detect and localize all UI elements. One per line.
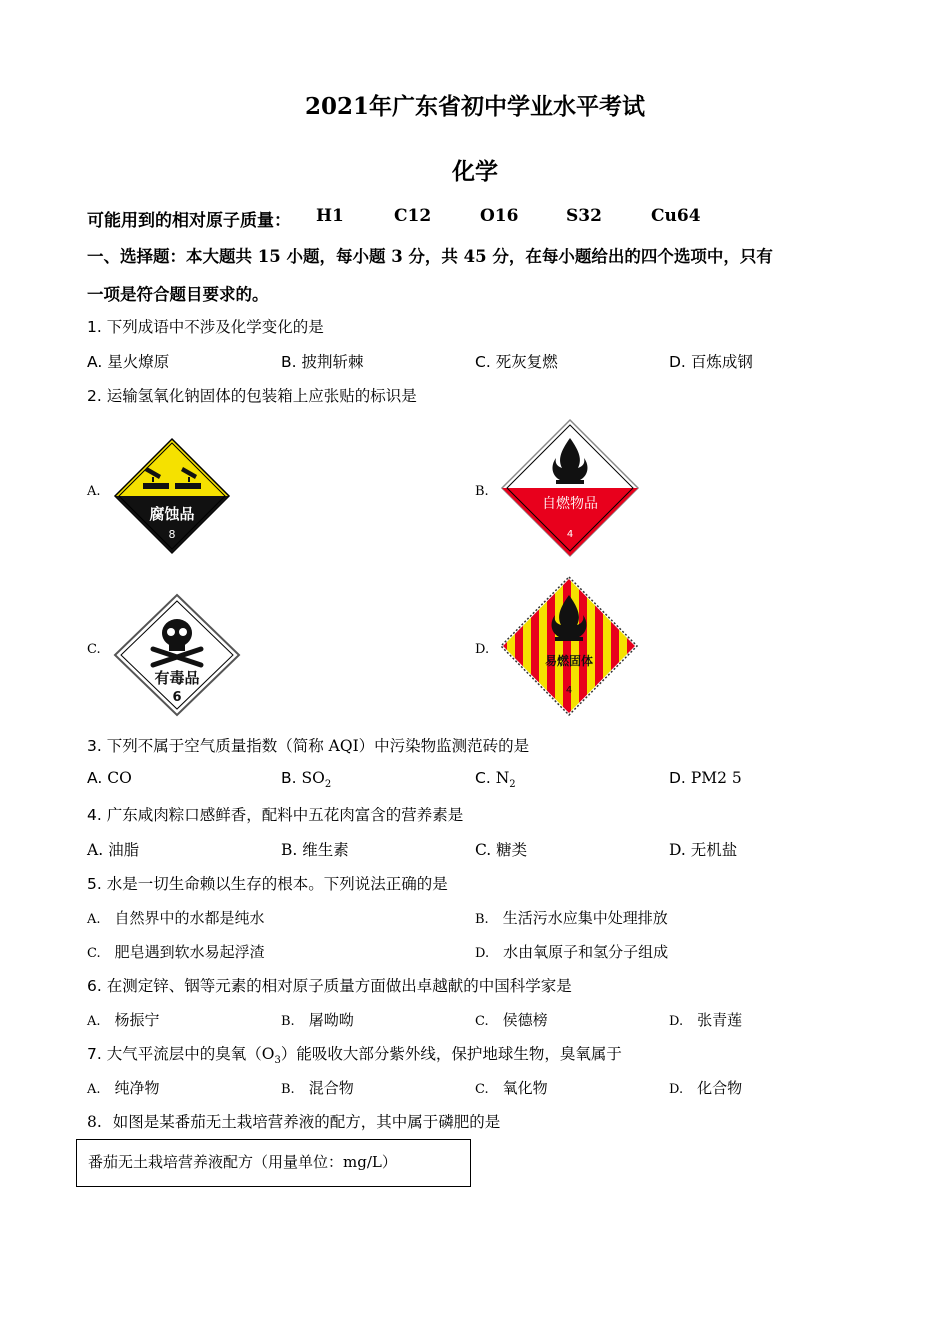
option-letter: A. — [87, 1082, 101, 1097]
q4-option-a[interactable] — [87, 838, 139, 860]
option-text: 糖类 — [496, 841, 528, 859]
option-text: 维生素 — [302, 841, 349, 859]
atomic-mass-cu: Cu64 — [651, 206, 701, 226]
option-letter: A. — [87, 353, 103, 371]
option-letter: D. — [669, 353, 686, 371]
sign-label: 易燃固体 — [544, 654, 594, 668]
question-number: 4. — [87, 806, 102, 824]
question-2 — [87, 384, 417, 406]
question-number: 7. — [87, 1045, 102, 1063]
question-5 — [87, 872, 448, 894]
section-heading-line2: 一项是符合题目要求的。 — [87, 285, 269, 304]
question-4 — [87, 803, 463, 825]
option-letter: D. — [669, 841, 686, 859]
sign-label: 有毒品 — [154, 669, 200, 687]
q3-option-a[interactable] — [87, 769, 132, 787]
option-letter: C. — [475, 1014, 489, 1029]
option-text: 生活污水应集中处理排放 — [502, 909, 668, 927]
option-text: 氧化物 — [502, 1079, 548, 1097]
toxic-skull-sign-icon[interactable] — [113, 593, 241, 717]
q1-option-d[interactable] — [669, 350, 753, 372]
option-letter: B. — [475, 912, 489, 927]
option-letter: C. — [475, 353, 491, 371]
q7-option-d[interactable] — [669, 1077, 742, 1098]
option-letter: C. — [475, 1082, 489, 1097]
q2-option-c-letter[interactable]: C. — [87, 642, 101, 657]
atomic-mass-label: 可能用到的相对原子质量： — [87, 211, 291, 231]
q3-option-d[interactable] — [669, 769, 742, 787]
q6-option-c[interactable] — [475, 1009, 548, 1030]
option-text: N — [495, 769, 510, 787]
option-letter: C. — [475, 769, 491, 787]
option-text: 纯净物 — [114, 1079, 160, 1097]
corrosive-sign-icon[interactable] — [113, 437, 231, 555]
subscript: 2 — [509, 779, 516, 791]
option-text: 披荆斩棘 — [301, 353, 364, 371]
exam-title: 2021年广东省初中学业水平考试 — [304, 93, 645, 120]
nutrient-table — [76, 1139, 471, 1187]
option-text: 自然界中的水都是纯水 — [114, 909, 265, 927]
q1-option-c[interactable] — [475, 350, 558, 372]
question-number: 1. — [87, 318, 102, 336]
question-7 — [87, 1042, 622, 1066]
question-text: 在测定锌、铟等元素的相对原子质量方面做出卓越献的中国科学家是 — [106, 977, 572, 995]
q7-option-c[interactable] — [475, 1077, 548, 1098]
option-letter: B. — [281, 841, 298, 859]
nutrient-table-header: 番茄无土栽培营养液配方（用量单位：mg/L） — [88, 1153, 397, 1171]
sign-class: 8 — [168, 528, 176, 541]
sign-class: 4 — [565, 685, 573, 696]
option-letter: D. — [669, 1082, 684, 1097]
option-letter: A. — [87, 912, 101, 927]
q6-option-b[interactable] — [281, 1009, 354, 1030]
subject-title: 化学 — [452, 158, 498, 185]
q1-option-b[interactable] — [281, 350, 364, 372]
option-text: 屠呦呦 — [308, 1011, 354, 1029]
subscript: 2 — [324, 779, 332, 791]
option-text: 侯德榜 — [502, 1011, 548, 1029]
option-text: 张青莲 — [697, 1011, 743, 1029]
q5-option-b[interactable] — [475, 907, 668, 928]
option-text: 肥皂遇到软水易起浮渣 — [114, 943, 265, 961]
option-text: 混合物 — [308, 1079, 354, 1097]
option-text: SO — [301, 769, 325, 787]
option-letter: D. — [475, 946, 490, 961]
question-number: 8. — [87, 1113, 102, 1131]
q7-option-b[interactable] — [281, 1077, 354, 1098]
question-text: 大气平流层中的臭氧（O — [106, 1045, 275, 1063]
q6-option-d[interactable] — [669, 1009, 742, 1030]
atomic-mass-o: O16 — [480, 206, 519, 226]
option-letter: A. — [87, 841, 104, 859]
sign-class: 4 — [566, 529, 574, 540]
atomic-mass-h: H1 — [316, 206, 344, 226]
option-letter: A. — [87, 769, 103, 787]
q4-option-d[interactable] — [669, 838, 737, 860]
section-heading-line1: 一、选择题：本大题共 15 小题，每小题 3 分，共 45 分，在每小题给出的四个选项中，只有 — [87, 247, 773, 266]
option-letter: C. — [475, 841, 492, 859]
option-text: 百炼成钢 — [690, 353, 753, 371]
spontaneous-combustion-sign-icon[interactable] — [500, 418, 640, 558]
option-letter: C. — [87, 946, 101, 961]
option-text: 星火燎原 — [107, 353, 170, 371]
q5-option-a[interactable] — [87, 907, 265, 928]
q4-option-c[interactable] — [475, 838, 527, 860]
q2-option-d-letter[interactable]: D. — [475, 642, 490, 657]
q3-option-b[interactable] — [281, 769, 331, 790]
option-letter: B. — [281, 1082, 295, 1097]
question-text: 广东咸肉粽口感鲜香，配料中五花肉富含的营养素是 — [106, 806, 464, 824]
q5-option-c[interactable] — [87, 941, 265, 962]
atomic-mass-s: S32 — [566, 206, 602, 226]
question-text: 下列成语中不涉及化学变化的是 — [106, 318, 324, 336]
question-number: 5. — [87, 875, 102, 893]
question-6 — [87, 974, 572, 996]
q2-option-b-letter[interactable]: B. — [475, 484, 489, 499]
sign-class: 6 — [172, 690, 182, 705]
option-letter: A. — [87, 1014, 101, 1029]
q5-option-d[interactable] — [475, 941, 668, 962]
option-letter: B. — [281, 1014, 295, 1029]
sign-label: 自燃物品 — [542, 496, 598, 512]
option-letter: D. — [669, 1014, 684, 1029]
option-text: 水由氧原子和氢分子组成 — [503, 943, 669, 961]
question-number: 3. — [87, 737, 102, 755]
option-text: CO — [107, 769, 132, 787]
option-text: PM2 5 — [690, 769, 742, 787]
question-text: 如图是某番茄无土栽培营养液的配方，其中属于磷肥的是 — [112, 1113, 501, 1131]
q6-option-a[interactable] — [87, 1009, 160, 1030]
option-letter: B. — [281, 769, 297, 787]
question-number: 2. — [87, 387, 102, 405]
q2-option-a-letter[interactable]: A. — [87, 484, 101, 499]
option-text: 杨振宁 — [114, 1011, 160, 1029]
option-text: 油脂 — [108, 841, 140, 859]
option-text: 死灰复燃 — [495, 353, 558, 371]
q4-option-b[interactable] — [281, 838, 349, 860]
subscript: 3 — [274, 1055, 281, 1067]
question-text: 水是一切生命赖以生存的根本。下列说法正确的是 — [106, 875, 448, 893]
question-text: 下列不属于空气质量指数（简称 AQI）中污染物监测范砖的是 — [106, 737, 530, 755]
question-8 — [87, 1110, 500, 1132]
question-1 — [87, 315, 324, 337]
flammable-solid-sign-icon[interactable] — [499, 575, 639, 717]
q3-option-c[interactable] — [475, 769, 516, 790]
option-letter: B. — [281, 353, 297, 371]
q1-option-a[interactable] — [87, 350, 169, 372]
question-3 — [87, 734, 529, 756]
q7-option-a[interactable] — [87, 1077, 160, 1098]
question-text-cont: ）能吸收大部分紫外线，保护地球生物，臭氧属于 — [280, 1045, 622, 1063]
option-text: 化合物 — [697, 1079, 743, 1097]
option-letter: D. — [669, 769, 686, 787]
question-text: 运输氢氧化钠固体的包装箱上应张贴的标识是 — [106, 387, 417, 405]
sign-label: 腐蚀品 — [149, 505, 195, 523]
atomic-mass-c: C12 — [394, 206, 432, 226]
question-number: 6. — [87, 977, 102, 995]
option-text: 无机盐 — [690, 841, 738, 859]
